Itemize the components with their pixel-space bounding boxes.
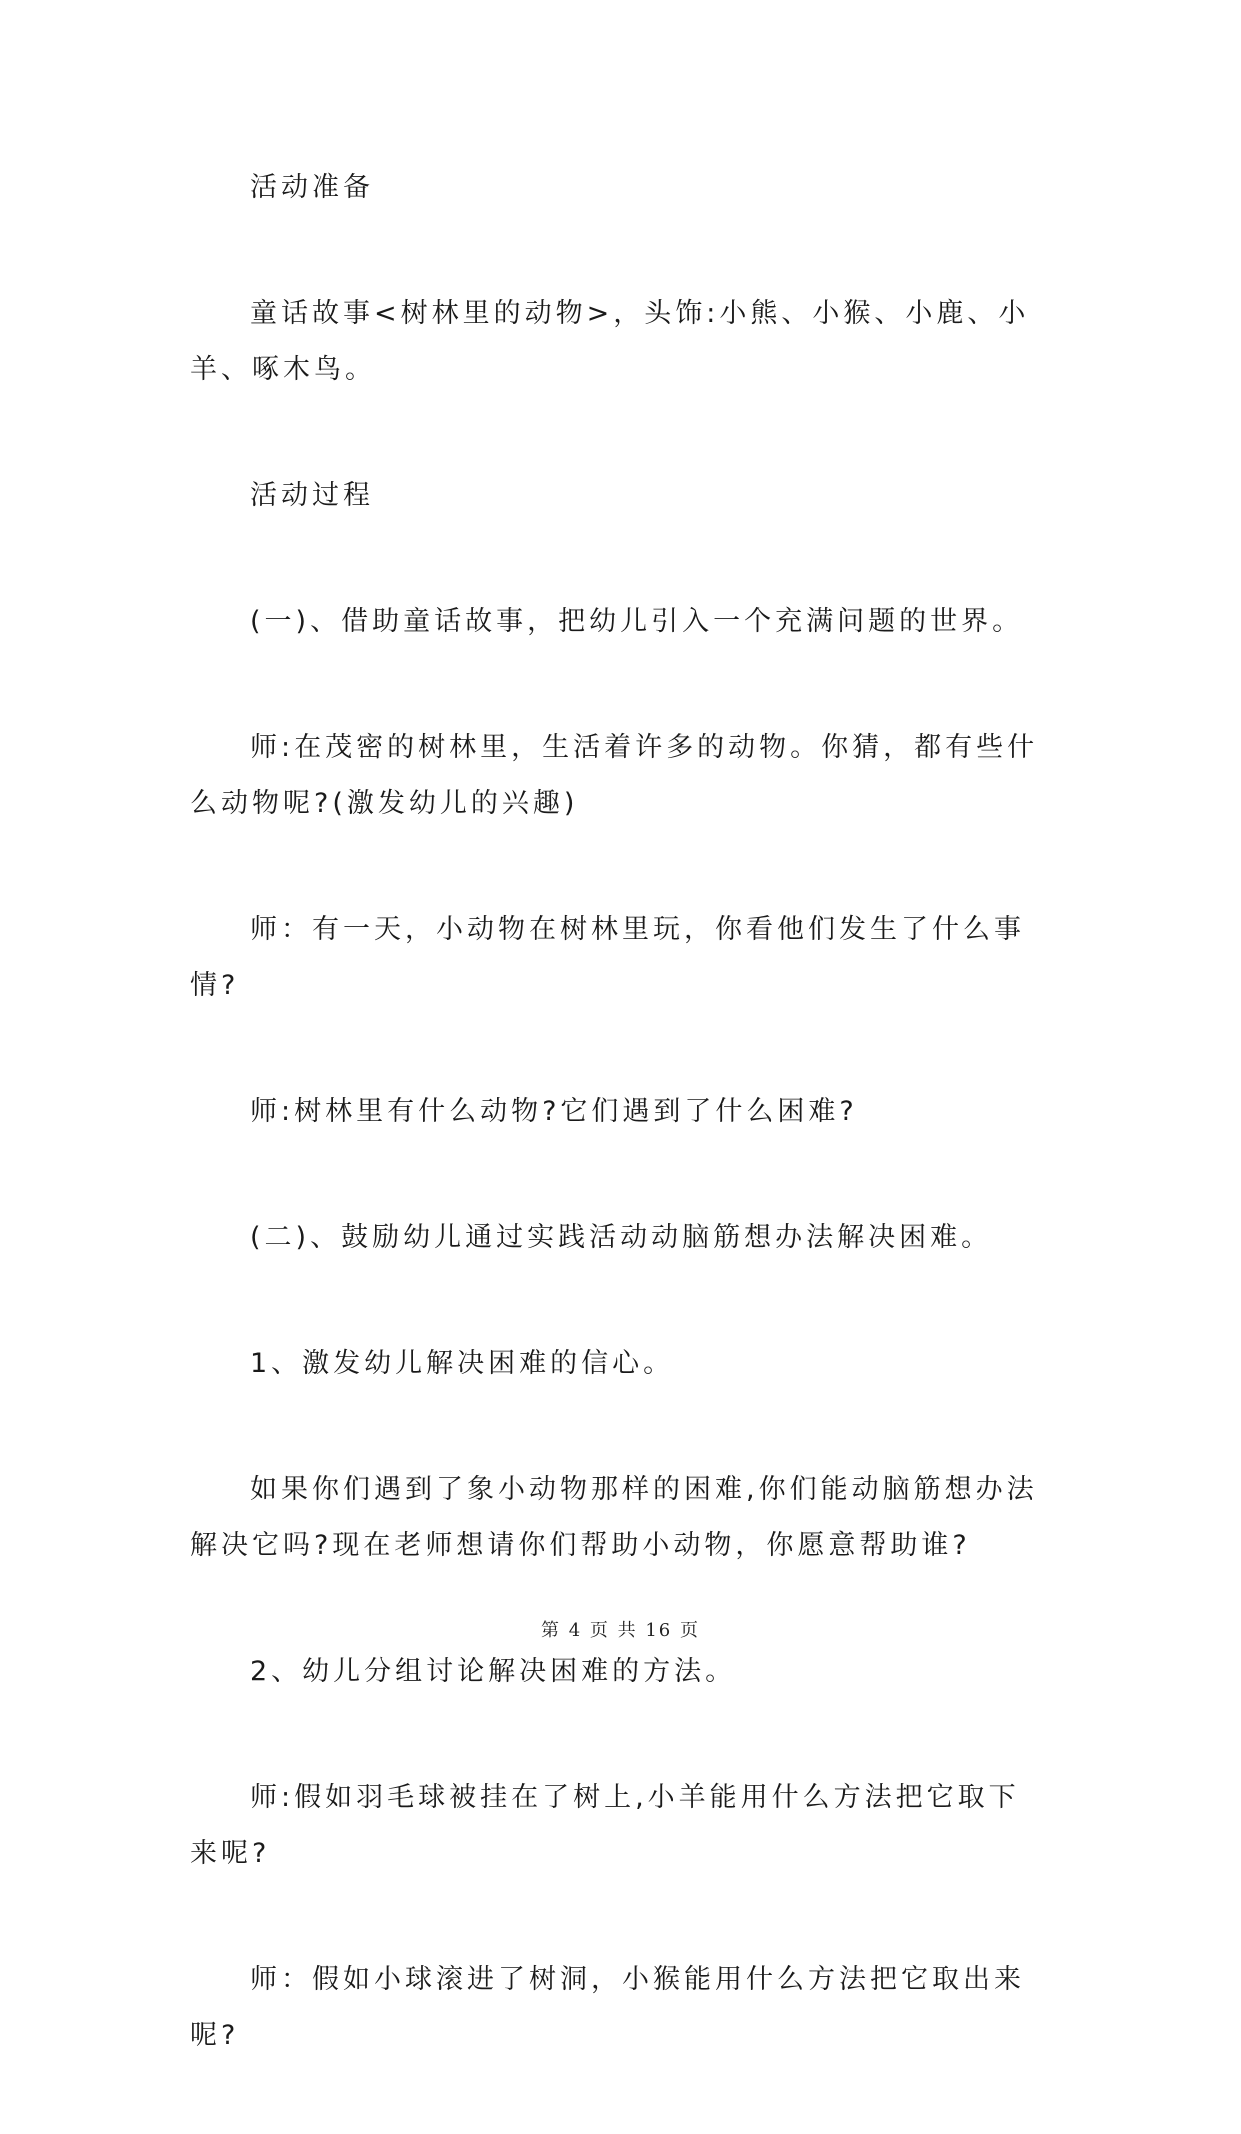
step-one-heading: (一)、借助童话故事，把幼儿引入一个充满问题的世界。 [250,606,1024,637]
heading-activity-process: 活动过程 [250,480,374,511]
paragraph-materials: 童话故事<树林里的动物>，头饰:小熊、小猴、小鹿、小羊、啄木鸟。 [190,298,1030,385]
substep-2: 2、幼儿分组讨论解决困难的方法。 [250,1656,737,1687]
teacher-line-2: 师：有一天，小动物在树林里玩，你看他们发生了什么事情? [190,914,1025,1001]
heading-activity-preparation: 活动准备 [250,172,374,203]
page-number-footer: 第 4 页 共 16 页 [541,1620,700,1641]
substep-1: 1、激发幼儿解决困难的信心。 [250,1348,675,1379]
teacher-line-4: 师:假如羽毛球被挂在了树上,小羊能用什么方法把它取下来呢? [190,1782,1020,1869]
teacher-line-3: 师:树林里有什么动物?它们遇到了什么困难? [250,1096,858,1127]
teacher-line-5: 师：假如小球滚进了树洞，小猴能用什么方法把它取出来呢? [190,1964,1025,2051]
step-two-heading: (二)、鼓励幼儿通过实践活动动脑筋想办法解决困难。 [250,1222,993,1253]
paragraph-encourage: 如果你们遇到了象小动物那样的困难,你们能动脑筋想办法解决它吗?现在老师想请你们帮助小动物，你愿意帮助谁? [190,1474,1038,1561]
document-body [190,160,1050,2134]
teacher-line-1: 师:在茂密的树林里，生活着许多的动物。你猜，都有些什么动物呢?(激发幼儿的兴趣) [190,732,1039,819]
